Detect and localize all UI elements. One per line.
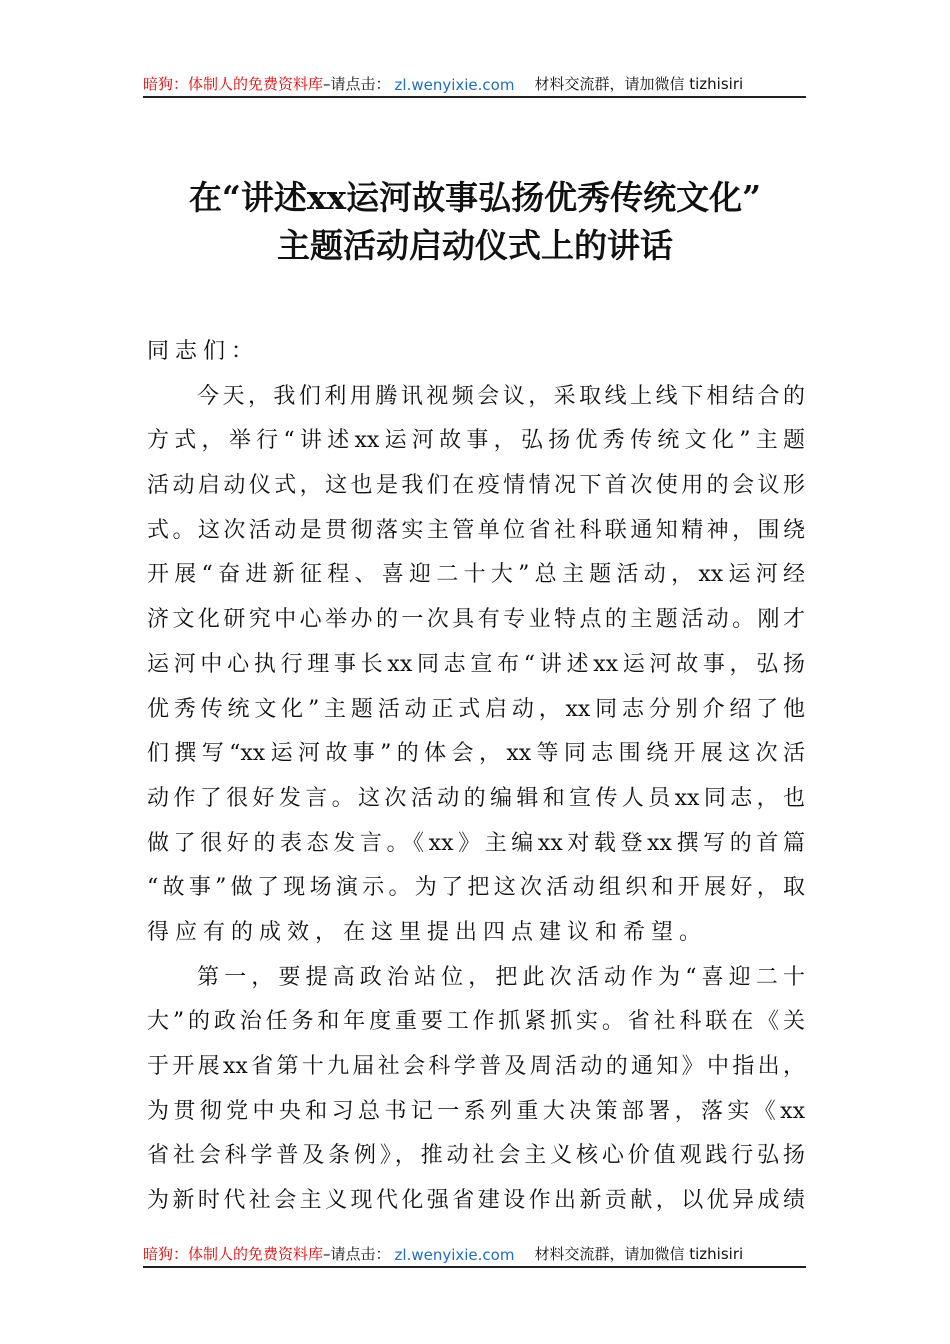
text-line: 动作了很好发言。这次活动的编辑和宣传人员xx同志，也 <box>147 785 805 811</box>
footer-brand: 暗狗：体制人的免费资料库 <box>143 1245 324 1263</box>
text-line: 得应有的成效，在这里提出四点建议和希望。 <box>147 919 708 945</box>
text-line: 式。这次活动是贯彻落实主管单位省社科联通知精神，围绕 <box>147 517 805 543</box>
text-line: 优秀传统文化”主题活动正式启动，xx同志分别介绍了他 <box>147 696 805 722</box>
title-line-1: 在“讲述xx运河故事弘扬优秀传统文化” <box>188 178 762 217</box>
header-contact: 材料交流群，请加微信 tizhisiri <box>534 75 744 93</box>
text-line: 们撰写“xx运河故事”的体会，xx等同志围绕开展这次活 <box>147 741 805 767</box>
text-line: 方式，举行“讲述xx运河故事，弘扬优秀传统文化”主题 <box>147 428 805 454</box>
text-line: “故事”做了现场演示。为了把这次活动组织和开展好，取 <box>147 875 805 901</box>
page-footer <box>143 1238 806 1268</box>
footer-prompt: –请点击： <box>323 1245 391 1263</box>
text-line: 济文化研究中心举办的一次具有专业特点的主题活动。刚才 <box>147 607 805 633</box>
title-line-2: 主题活动启动仪式上的讲话 <box>277 226 673 265</box>
page-header <box>143 68 806 98</box>
header-prompt: –请点击： <box>323 75 391 93</box>
header-link[interactable]: zl.wenyixie.com <box>394 76 515 94</box>
footer-contact: 材料交流群，请加微信 tizhisiri <box>534 1245 744 1263</box>
text-line: 活动启动仪式，这也是我们在疫情情况下首次使用的会议形 <box>147 473 805 499</box>
text-line: 第一，要提高政治站位，把此次活动作为“喜迎二十 <box>197 964 805 990</box>
header-brand: 暗狗：体制人的免费资料库 <box>143 75 324 93</box>
text-line: 为新时代社会主义现代化强省建设作出新贡献，以优异成绩 <box>147 1188 805 1214</box>
text-line: 为贯彻党中央和习总书记一系列重大决策部署，落实《xx <box>147 1098 805 1124</box>
footer-link[interactable]: zl.wenyixie.com <box>394 1246 515 1264</box>
text-line: 同志们： <box>147 339 260 364</box>
text-line: 今天，我们利用腾讯视频会议，采取线上线下相结合的 <box>197 383 805 409</box>
text-line: 于开展xx省第十九届社会科学普及周活动的通知》中指出， <box>147 1054 805 1079</box>
text-line: 做了很好的表态发言。《xx》主编xx对载登xx撰写的首篇 <box>147 830 805 856</box>
text-line: 开展“奋进新征程、喜迎二十大”总主题活动，xx运河经 <box>147 562 805 588</box>
text-line: 大”的政治任务和年度重要工作抓紧抓实。省社科联在《关 <box>147 1009 805 1035</box>
document-body <box>147 330 805 1224</box>
text-line: 省社会科学普及条例》，推动社会主义核心价值观践行弘扬 <box>147 1143 805 1169</box>
document-title <box>0 174 950 270</box>
text-line: 运河中心执行理事长xx同志宣布“讲述xx运河故事，弘扬 <box>147 651 805 677</box>
